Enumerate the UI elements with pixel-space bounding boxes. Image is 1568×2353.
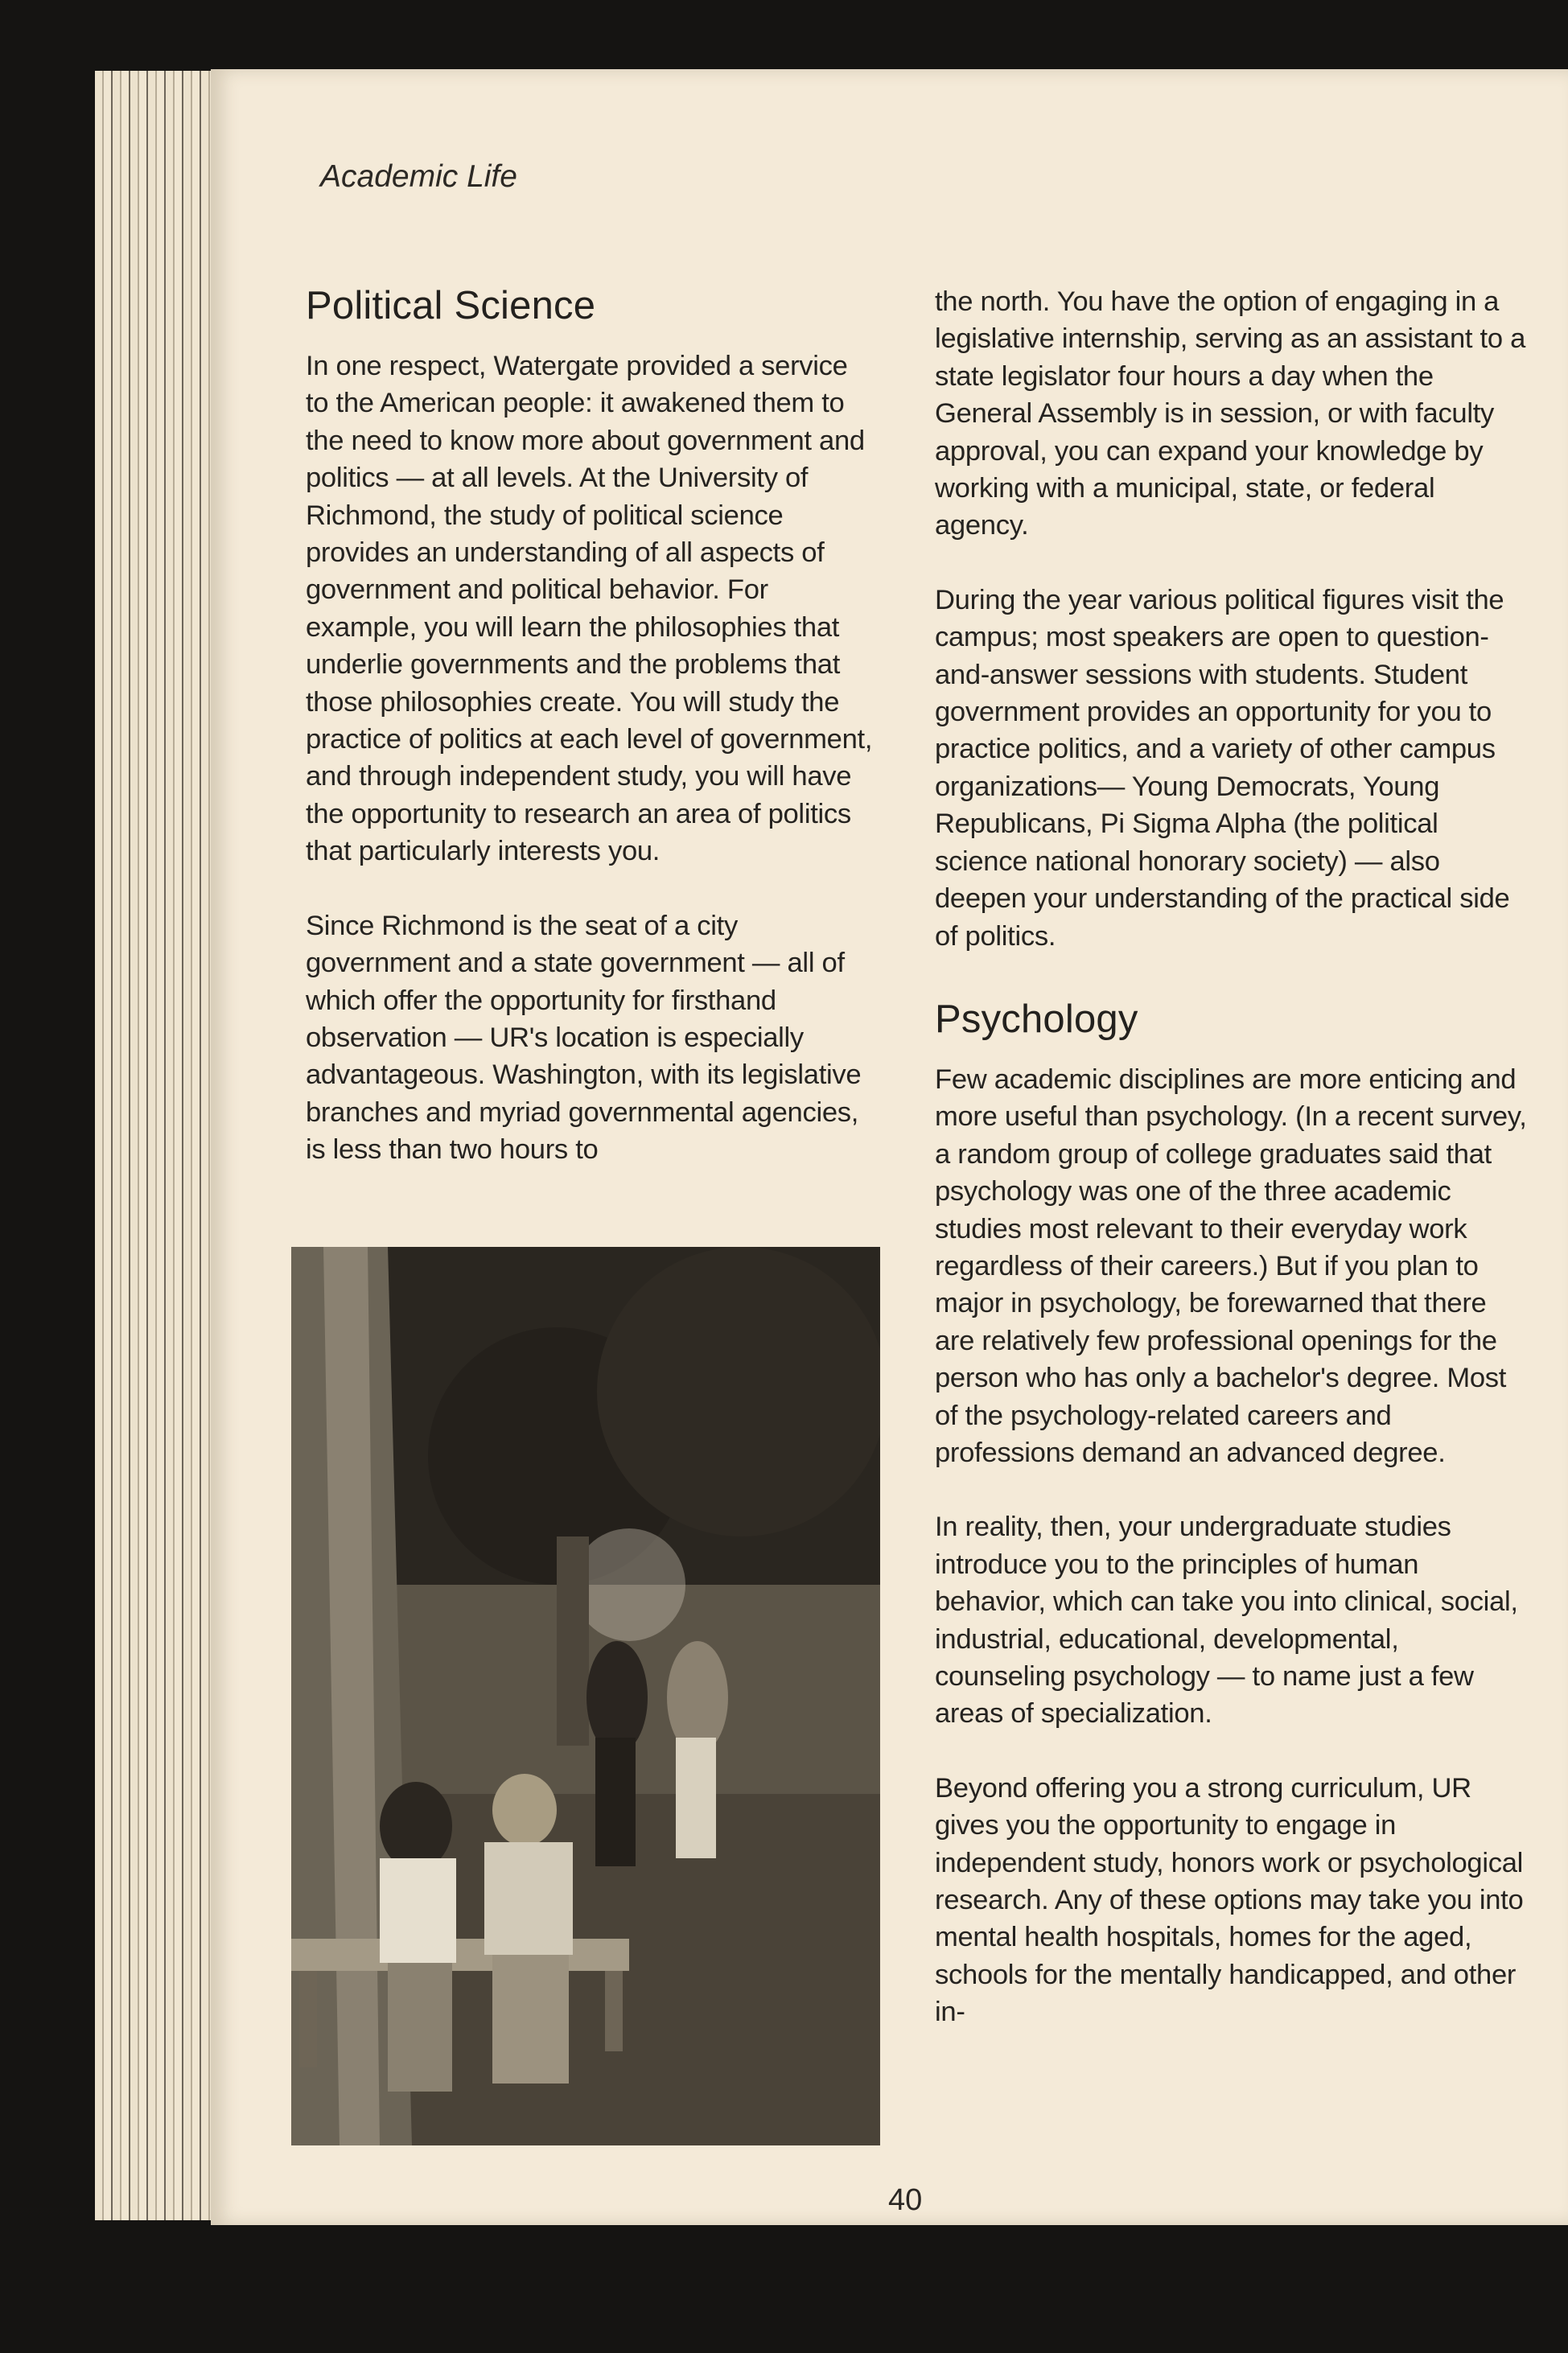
paragraph: During the year various political figures visit the campus; most speakers are open to question-and-answer sessions with students. Student government provides an opportunity for you to practice politics, and a variety of other campus organizations— Young Democrats, Young Republicans, Pi Sigma Alpha (the political science national honorary society) — also deepen your understanding of the practical side of politics. — [935, 584, 1510, 952]
paragraph: Few academic disciplines are more enticing and more useful than psychology. (In a recent survey, a random group of college graduates said that psychology was one of the three academic studies most relevant to their everyday work regardless of their careers.) But if you plan to major in psychology, be forewarned that there are relatively few professional openings for the person who has only a bachelor's degree. Most of the psychology-related careers and professions demand an advanced degree. — [935, 1063, 1527, 1468]
paragraph: In one respect, Watergate provided a service to the American people: it awakened them to the need to know more about government and politics — at all levels. At the University of Richmond, the study of political science provides an understanding of all aspects of government and political behavior. For example, you will learn the philosophies that underlie governments and the problems that those philosophies create. You will study the practice of politics at each level of government, and through independent study, you will have the opportunity to research an area of politics that particularly interests you. — [306, 351, 873, 867]
left-column — [306, 283, 877, 1206]
running-head: Academic Life — [320, 159, 517, 194]
heading-political-science: Political Science — [306, 284, 596, 327]
paragraph: Beyond offering you a strong curriculum, UR gives you the opportunity to engage in independent study, honors work or psychological research. Any of these options may take you into mental health hospitals, homes for the aged, schools for the mentally handicapped, and other in- — [935, 1772, 1524, 2028]
paragraph: the north. You have the option of engaging in a legislative internship, serving as an assistant to a state legislator four hours a day when the General Assembly is in session, or with faculty approval, you can expand your knowledge by working with a municipal, state, or federal agency. — [935, 286, 1525, 541]
document-page — [211, 69, 1568, 2225]
photo-joggers-and-students-on-bench — [291, 1247, 880, 2145]
book-page-edges — [95, 71, 224, 2220]
paragraph: In reality, then, your undergraduate studies introduce you to the principles of human behavior, which can take you into clinical, social, industrial, educational, developmental, counseling psychology — to name just a few areas of specialization. — [935, 1512, 1518, 1730]
right-column — [935, 283, 1530, 2068]
page-number: 40 — [888, 2183, 923, 2217]
heading-psychology: Psychology — [935, 997, 1138, 1041]
paragraph: Since Richmond is the seat of a city government and a state government — all of which offer the opportunity for firsthand observation — UR's location is especially advantageous. Washington, with its legislative branches and myriad governmental agencies, is less than two hours to — [306, 910, 862, 1166]
